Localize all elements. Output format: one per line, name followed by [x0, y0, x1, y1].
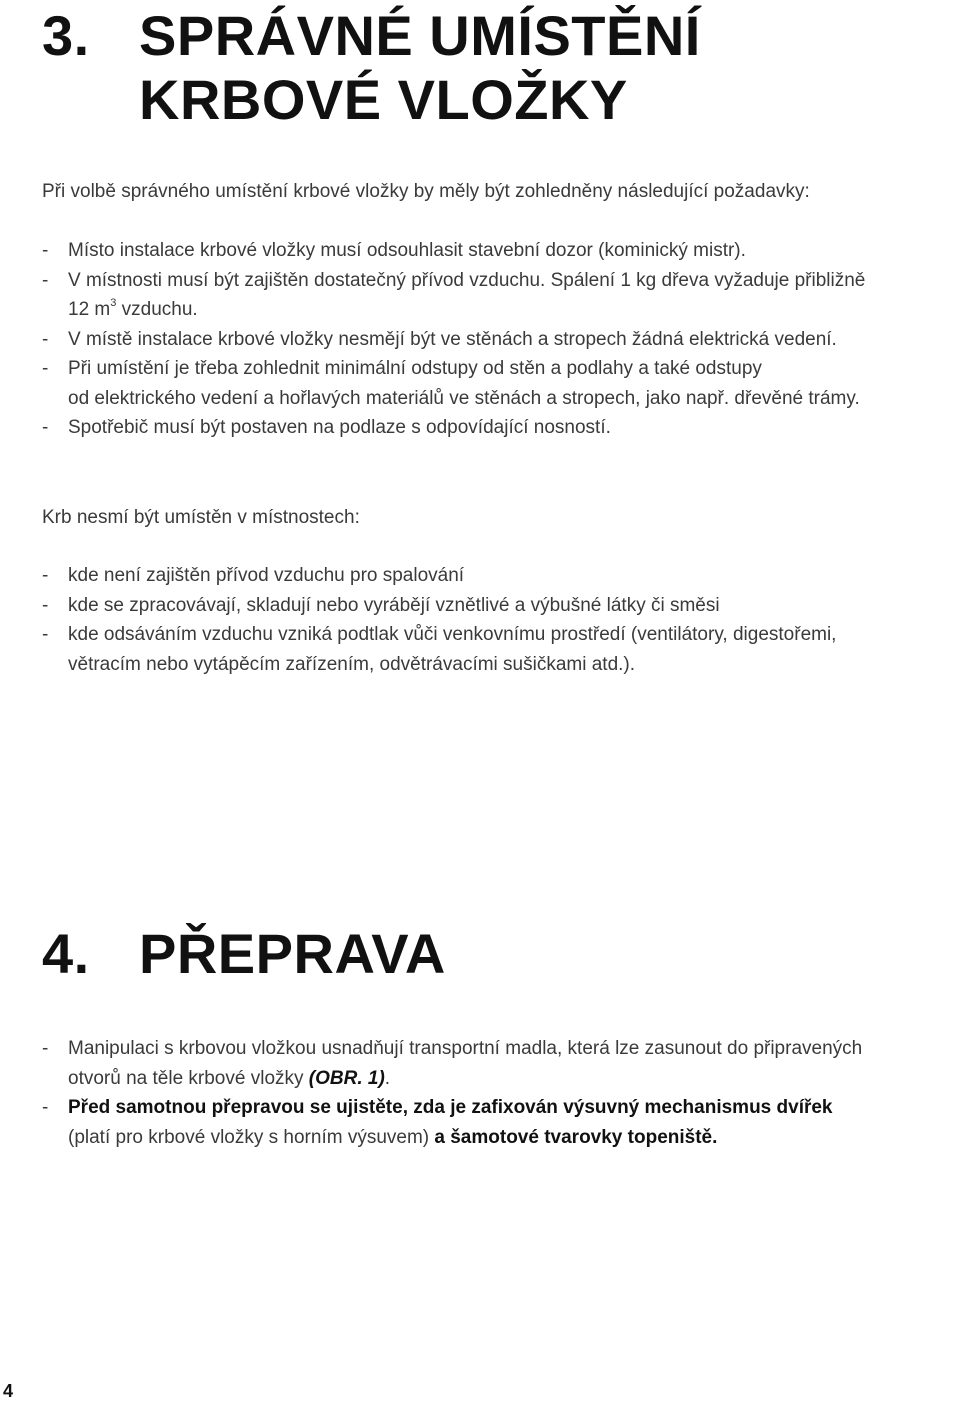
list-item-text-part: (platí pro krbové vložky s horním výsuvem) [68, 1126, 435, 1148]
section-3-title-line1: SPRÁVNÉ UMÍSTĚNÍ [139, 4, 701, 67]
list-item-text: V místnosti musí být zajištěn dostatečný přívod vzduchu. Spálení 1 kg dřeva vyžaduje přibližně [68, 269, 866, 291]
list-item-text: V místě instalace krbové vložky nesmějí být ve stěnách a stropech žádná elektrická vedení. [68, 328, 837, 350]
list-dash: - [42, 624, 49, 645]
list-dash: - [42, 269, 49, 291]
list-item-text: Při umístění je třeba zohlednit minimální odstupy od stěn a podlahy a také odstupy [68, 358, 762, 379]
list-item-text-continued [68, 1123, 960, 1153]
list-dash: - [42, 417, 49, 438]
list-item [42, 561, 960, 591]
transport-list [42, 1034, 960, 1152]
section-3-heading [42, 4, 701, 132]
list-dash: - [42, 358, 49, 379]
list-item [42, 354, 960, 413]
forbidden-rooms-list [42, 561, 960, 679]
volume-unit-text: vzduchu. [116, 299, 198, 320]
list-item [42, 266, 960, 325]
page-number: 4 [3, 1381, 14, 1401]
list-item [42, 620, 960, 679]
list-item-text-part: otvorů na těle krbové vložky [68, 1067, 309, 1089]
list-item-text-continued [68, 1064, 960, 1094]
list-dash: - [42, 594, 49, 616]
list-item [42, 325, 960, 355]
section-4-heading [42, 922, 446, 986]
list-dash: - [42, 240, 49, 261]
section-3-title-line2: KRBOVÉ VLOŽKY [139, 68, 628, 131]
figure-reference: (OBR. 1) [308, 1067, 385, 1089]
list-item [42, 591, 960, 621]
list-item-text-continued [68, 295, 960, 325]
list-item-text: kde se zpracovávají, skladují nebo vyrábějí vznětlivé a výbušné látky či směsi [68, 594, 720, 616]
list-item-text: Manipulaci s krbovou vložkou usnadňují transportní madla, která lze zasunout do připravených [68, 1038, 863, 1059]
section-3-number: 3. [42, 4, 90, 67]
list-item-text: kde odsáváním vzduchu vzniká podtlak vůči venkovnímu prostředí (ventilátory, digestořemi, [68, 624, 837, 645]
list-item-text: Místo instalace krbové vložky musí odsouhlasit stavební dozor (kominický mistr). [68, 240, 746, 261]
list-item-text-end: . [384, 1067, 391, 1089]
warning-bold-text-end: a šamotové tvarovky topeniště. [434, 1126, 718, 1148]
list-item-text-continued: větracím nebo vytápěcím zařízením, odvětrávacími sušičkami atd.). [68, 653, 636, 675]
list-item [42, 413, 960, 443]
requirements-list [42, 236, 960, 443]
list-item-text-continued: od elektrického vedení a hořlavých materiálů ve stěnách a stropech, jako např. dřevěné trámy. [68, 387, 860, 409]
section-4-title: PŘEPRAVA [139, 922, 446, 985]
list-item-text: kde není zajištěn přívod vzduchu pro spalování [68, 565, 465, 586]
list-item [42, 236, 960, 266]
list-item [42, 1034, 960, 1093]
list-dash: - [42, 1097, 49, 1118]
forbidden-rooms-intro: Krb nesmí být umístěn v místnostech: [42, 507, 360, 528]
list-dash: - [42, 1038, 49, 1059]
volume-value: 12 m [68, 299, 111, 320]
list-dash: - [42, 328, 49, 350]
list-item [42, 1093, 960, 1152]
section-3-intro: Při volbě správného umístění krbové vložky by měly být zohledněny následující požadavky: [42, 181, 810, 202]
section-4-number: 4. [42, 922, 90, 985]
warning-bold-text: Před samotnou přepravou se ujistěte, zda je zafixován výsuvný mechanismus dvířek [68, 1097, 833, 1118]
list-dash: - [42, 565, 49, 586]
list-item-text: Spotřebič musí být postaven na podlaze s odpovídající nosností. [68, 417, 611, 438]
cubic-superscript: 3 [110, 296, 117, 309]
